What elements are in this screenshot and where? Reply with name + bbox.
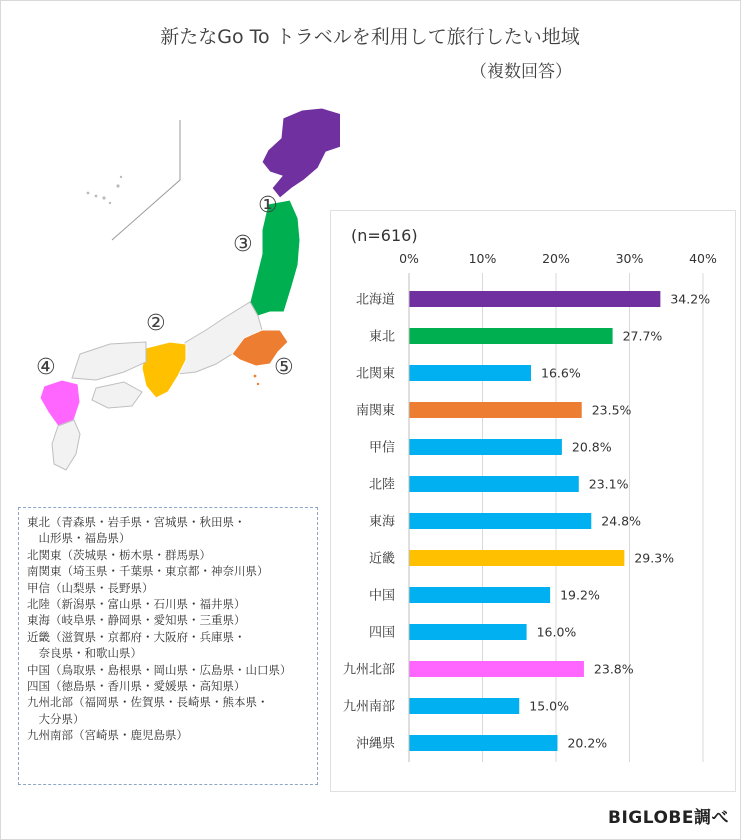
bar — [409, 587, 550, 603]
value-label: 16.6% — [541, 365, 581, 381]
bar — [409, 735, 557, 751]
value-label: 23.8% — [593, 661, 634, 677]
x-tick-label: 30% — [615, 251, 644, 266]
value-label: 15.0% — [529, 698, 569, 714]
japan-map — [0, 80, 340, 500]
value-label: 20.2% — [567, 735, 608, 751]
bar-chart — [331, 211, 735, 791]
bar-chart-panel — [330, 210, 736, 792]
marker-tohoku: ③ — [233, 232, 253, 257]
bar — [409, 476, 579, 492]
x-tick-label: 0% — [399, 251, 419, 266]
legend-line: 甲信（山梨県・長野県） — [27, 580, 154, 595]
okinawa-islands — [87, 176, 123, 204]
legend-line: 奈良県・和歌山県） — [27, 646, 142, 661]
map-region-chugoku — [72, 342, 146, 380]
bar — [409, 439, 562, 455]
bar — [409, 365, 531, 381]
marker-kyushu: ④ — [36, 355, 56, 380]
value-label: 24.8% — [601, 513, 641, 529]
bar — [409, 291, 660, 307]
category-label: 南関東 — [355, 403, 395, 419]
x-tick-label: 40% — [689, 251, 717, 266]
bar — [409, 624, 527, 640]
map-region-kinki — [142, 342, 186, 398]
value-label: 20.8% — [571, 439, 612, 455]
sample-size-label: (n=616) — [351, 226, 418, 245]
value-label: 19.2% — [560, 587, 600, 603]
category-label: 沖縄県 — [355, 736, 395, 752]
category-label: 中国 — [368, 588, 395, 604]
izu-islands — [254, 375, 325, 500]
category-label: 甲信 — [368, 440, 395, 456]
region-legend — [18, 507, 318, 785]
value-label: 29.3% — [634, 550, 675, 566]
okinawa-inset-frame — [112, 120, 180, 240]
map-region-shikoku — [92, 382, 142, 408]
value-label: 27.7% — [622, 328, 663, 344]
legend-line: 九州北部（福岡県・佐賀県・長崎県・熊本県・ — [27, 695, 269, 710]
legend-line: 九州南部（宮崎県・鹿児島県） — [27, 728, 188, 743]
marker-kinki: ② — [146, 311, 166, 336]
category-label: 東北 — [368, 329, 395, 345]
page-title: 新たなGo To トラベルを利用して旅行したい地域 — [160, 26, 580, 48]
brand-label: BIGLOBE調べ — [608, 808, 729, 828]
category-label: 北関東 — [355, 366, 395, 382]
map-region-hokkaido — [262, 92, 340, 198]
legend-line: 中国（鳥取県・島根県・岡山県・広島県・山口県） — [27, 662, 292, 677]
legend-line: 北関東（茨城県・栃木県・群馬県） — [27, 547, 211, 562]
category-label: 北陸 — [368, 477, 395, 493]
map-region-kyushu-south — [52, 420, 80, 470]
map-region-kyushu-north — [40, 380, 80, 426]
legend-line: 山形県・福島県） — [27, 531, 131, 546]
marker-hokkaido: ① — [258, 193, 278, 218]
value-label: 23.5% — [591, 402, 632, 418]
bar — [409, 402, 582, 418]
bar — [409, 328, 613, 344]
marker-minamikanto: ⑤ — [274, 355, 294, 380]
bar — [409, 513, 591, 529]
legend-line: 近畿（滋賀県・京都府・大阪府・兵庫県・ — [27, 629, 246, 644]
legend-line: 東海（岐阜県・静岡県・愛知県・三重県） — [27, 613, 246, 628]
category-label: 近畿 — [368, 551, 395, 567]
x-tick-label: 20% — [542, 251, 570, 266]
x-tick-label: 10% — [468, 251, 497, 266]
category-label: 北海道 — [355, 292, 395, 308]
value-label: 34.2% — [670, 291, 711, 307]
bar — [409, 661, 584, 677]
value-label: 23.1% — [588, 476, 629, 492]
value-label: 16.0% — [536, 624, 577, 640]
category-label: 東海 — [368, 514, 395, 530]
region-legend-lines — [27, 514, 317, 744]
bar — [409, 550, 624, 566]
page-subtitle: （複数回答） — [470, 62, 572, 82]
legend-line: 北陸（新潟県・富山県・石川県・福井県） — [27, 597, 246, 612]
category-label: 九州北部 — [342, 662, 395, 678]
legend-line: 大分県） — [27, 711, 85, 726]
category-label: 九州南部 — [342, 699, 395, 715]
legend-line: 四国（徳島県・香川県・愛媛県・高知県） — [27, 679, 246, 694]
legend-line: 東北（青森県・岩手県・宮城県・秋田県・ — [27, 515, 246, 529]
bar — [409, 698, 519, 714]
legend-line: 南関東（埼玉県・千葉県・東京都・神奈川県） — [27, 564, 269, 579]
category-label: 四国 — [368, 625, 395, 641]
